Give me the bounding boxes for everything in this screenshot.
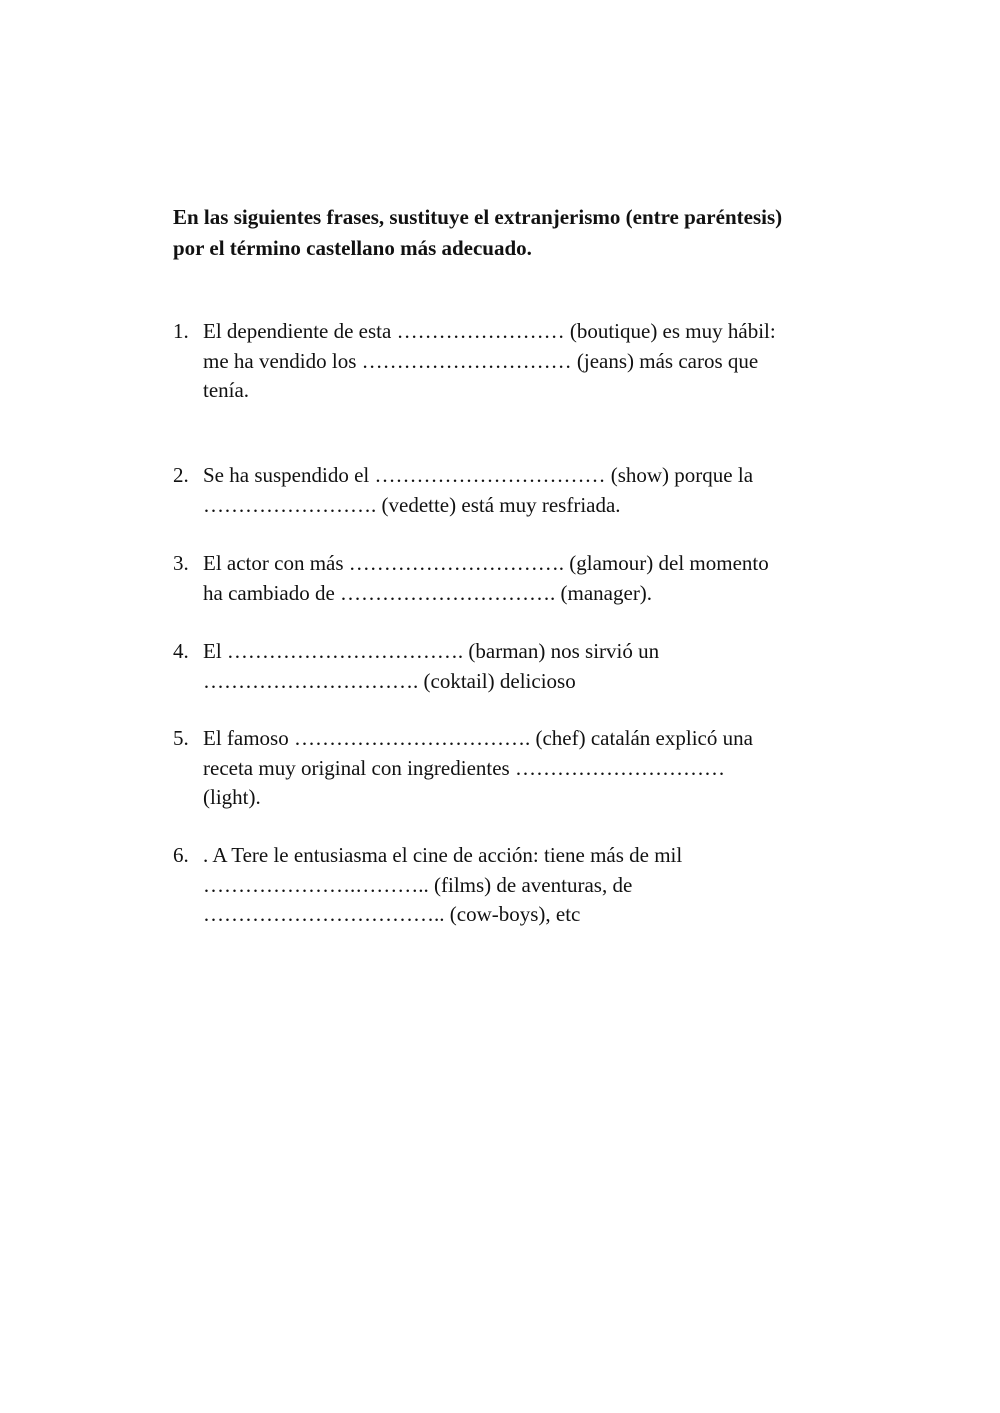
item-line: El dependiente de esta …………………… (boutique) es muy hábil: [203,319,776,343]
exercise-item-5 [173,724,873,813]
instructions-line: por el término castellano más adecuado. [173,236,532,260]
item-line: …………………………. (coktail) delicioso [203,668,576,693]
item-line: ha cambiado de …………………………. (manager). [203,580,653,605]
exercise-item-1 [173,317,873,406]
item-line: (light). [203,785,261,809]
item-line: . A Tere le entusiasma el cine de acción: tiene más de mil [203,843,683,867]
item-line: …………………………….. (cow-boys), etc [203,902,581,926]
item-number: 2. [173,463,189,487]
item-number: 3. [173,551,189,575]
item-number: 1. [173,319,189,343]
item-line: El ……………………………. (barman) nos sirvió un [203,639,660,663]
item-number: 5. [173,726,189,750]
exercise-item-2 [173,461,873,520]
exercise-item-4 [173,637,873,696]
item-line: ……………………. (vedette) está muy resfriada. [203,492,621,517]
item-line: El actor con más …………………………. (glamour) del momento [203,551,769,575]
instructions-heading [173,202,873,264]
item-number: 6. [173,843,189,867]
item-line: receta muy original con ingredientes ………………………… [203,755,725,780]
item-line: ………………….……….. (films) de aventuras, de [203,872,633,897]
item-line: El famoso ……………………………. (chef) catalán explicó una [203,726,753,750]
exercise-item-6 [173,841,873,930]
item-line: Se ha suspendido el …………………………… (show) porque la [203,463,754,487]
item-number: 4. [173,639,189,663]
instructions-line: En las siguientes frases, sustituye el extranjerismo (entre paréntesis) [173,205,783,229]
exercise-item-3 [173,549,873,608]
item-line: tenía. [203,378,250,402]
item-line: me ha vendido los ………………………… (jeans) más caros que [203,348,759,373]
